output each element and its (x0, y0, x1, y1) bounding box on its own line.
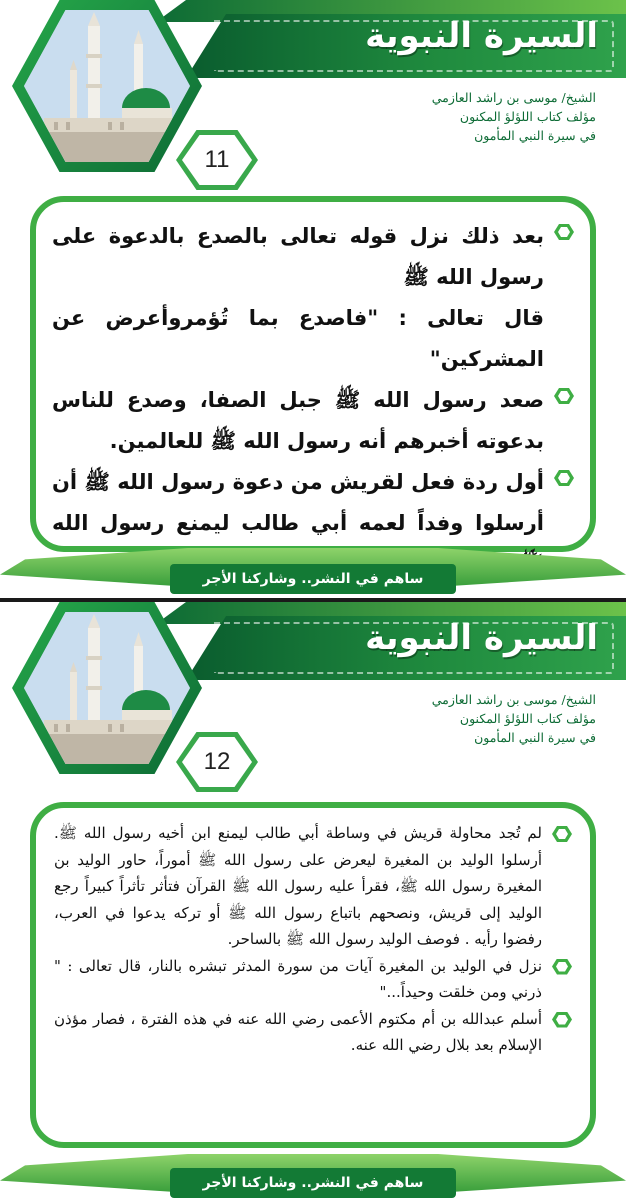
hexagon-bullet-icon (552, 1012, 572, 1028)
card-11 (0, 0, 626, 598)
hexagon-bullet-icon (554, 388, 574, 404)
hexagon-bullet-icon (552, 959, 572, 975)
author-line: مؤلف كتاب اللؤلؤ المكنون (459, 109, 596, 124)
paragraph-text: قال تعالى : "فاصدع بما تُؤمروأعرض عن المشركين" (52, 306, 544, 371)
content-text (52, 216, 574, 585)
paragraph-text: بعد ذلك نزل قوله تعالى بالصدع بالدعوة على رسول الله ﷺ (52, 224, 544, 289)
author-line: مؤلف كتاب اللؤلؤ المكنون (459, 711, 596, 726)
author-info (432, 690, 596, 747)
author-line: الشيخ/ موسى بن راشد العازمي (431, 692, 596, 707)
footer-text: ساهم في النشر.. وشاركنا الأجر (202, 571, 424, 587)
hexagon-bullet-icon (552, 826, 572, 842)
hexagon-bullet-icon (554, 224, 574, 240)
page-title: السيرة النبوية (365, 618, 598, 658)
hexagon-bullet-icon (554, 470, 574, 486)
content-box (30, 196, 596, 552)
list-item (54, 953, 572, 1006)
list-item (54, 1006, 572, 1059)
page-title: السيرة النبوية (365, 16, 598, 56)
author-line: في سيرة النبي المأمون (474, 128, 596, 143)
paragraph-text: أول ردة فعل لقريش من دعوة رسول الله ﷺ أن أرسلوا وفداً لعمه أبي طالب ليمنع رسول الله (52, 470, 544, 535)
paragraph-text: لم تُجد محاولة قريش في وساطة أبي طالب ليمنع ابن أخيه رسول الله ﷺ. أرسلوا الوليد بن المغيرة ليعرض على رسول الله ﷺ أموراً، حاور الوليد بن المغيرة رسول الله ﷺ، فقرأ عليه رسول الله ﷺ القرآن فتأثر تأثراً كبيراً رجع الوليد إلى قريش، ونصحهم باتباع رسول الله ﷺ أو تركه يدعوا في العرب، رفضوا رأيه . فوصف الوليد رسول الله ﷺ بالساحر. (54, 824, 542, 948)
content-box (30, 802, 596, 1148)
lesson-number: 12 (203, 748, 231, 775)
list-item (52, 298, 574, 380)
footer-text: ساهم في النشر.. وشاركنا الأجر (202, 1175, 424, 1191)
author-info (432, 88, 596, 145)
list-item (54, 820, 572, 953)
content-text (54, 820, 572, 1059)
author-line: الشيخ/ موسى بن راشد العازمي (431, 90, 596, 105)
card-12 (0, 602, 626, 1200)
paragraph-text: نزل في الوليد بن المغيرة آيات من سورة المدثر تبشره بالنار، قال تعالى : " ذرني ومن خلقت وحيداً..." (54, 956, 542, 1001)
list-item (52, 380, 574, 462)
paragraph-text: صعد رسول الله ﷺ جبل الصفا، وصدع للناس بدعوته أخبرهم أنه رسول الله ﷺ للعالمين. (52, 388, 544, 453)
list-item (52, 216, 574, 298)
lesson-number: 11 (204, 146, 230, 173)
paragraph-text: أسلم عبدالله بن أم مكتوم الأعمى رضي الله عنه في هذه الفترة ، فصار مؤذن الإسلام بعد بلال رضي الله عنه. (54, 1009, 542, 1054)
author-line: في سيرة النبي المأمون (474, 730, 596, 745)
